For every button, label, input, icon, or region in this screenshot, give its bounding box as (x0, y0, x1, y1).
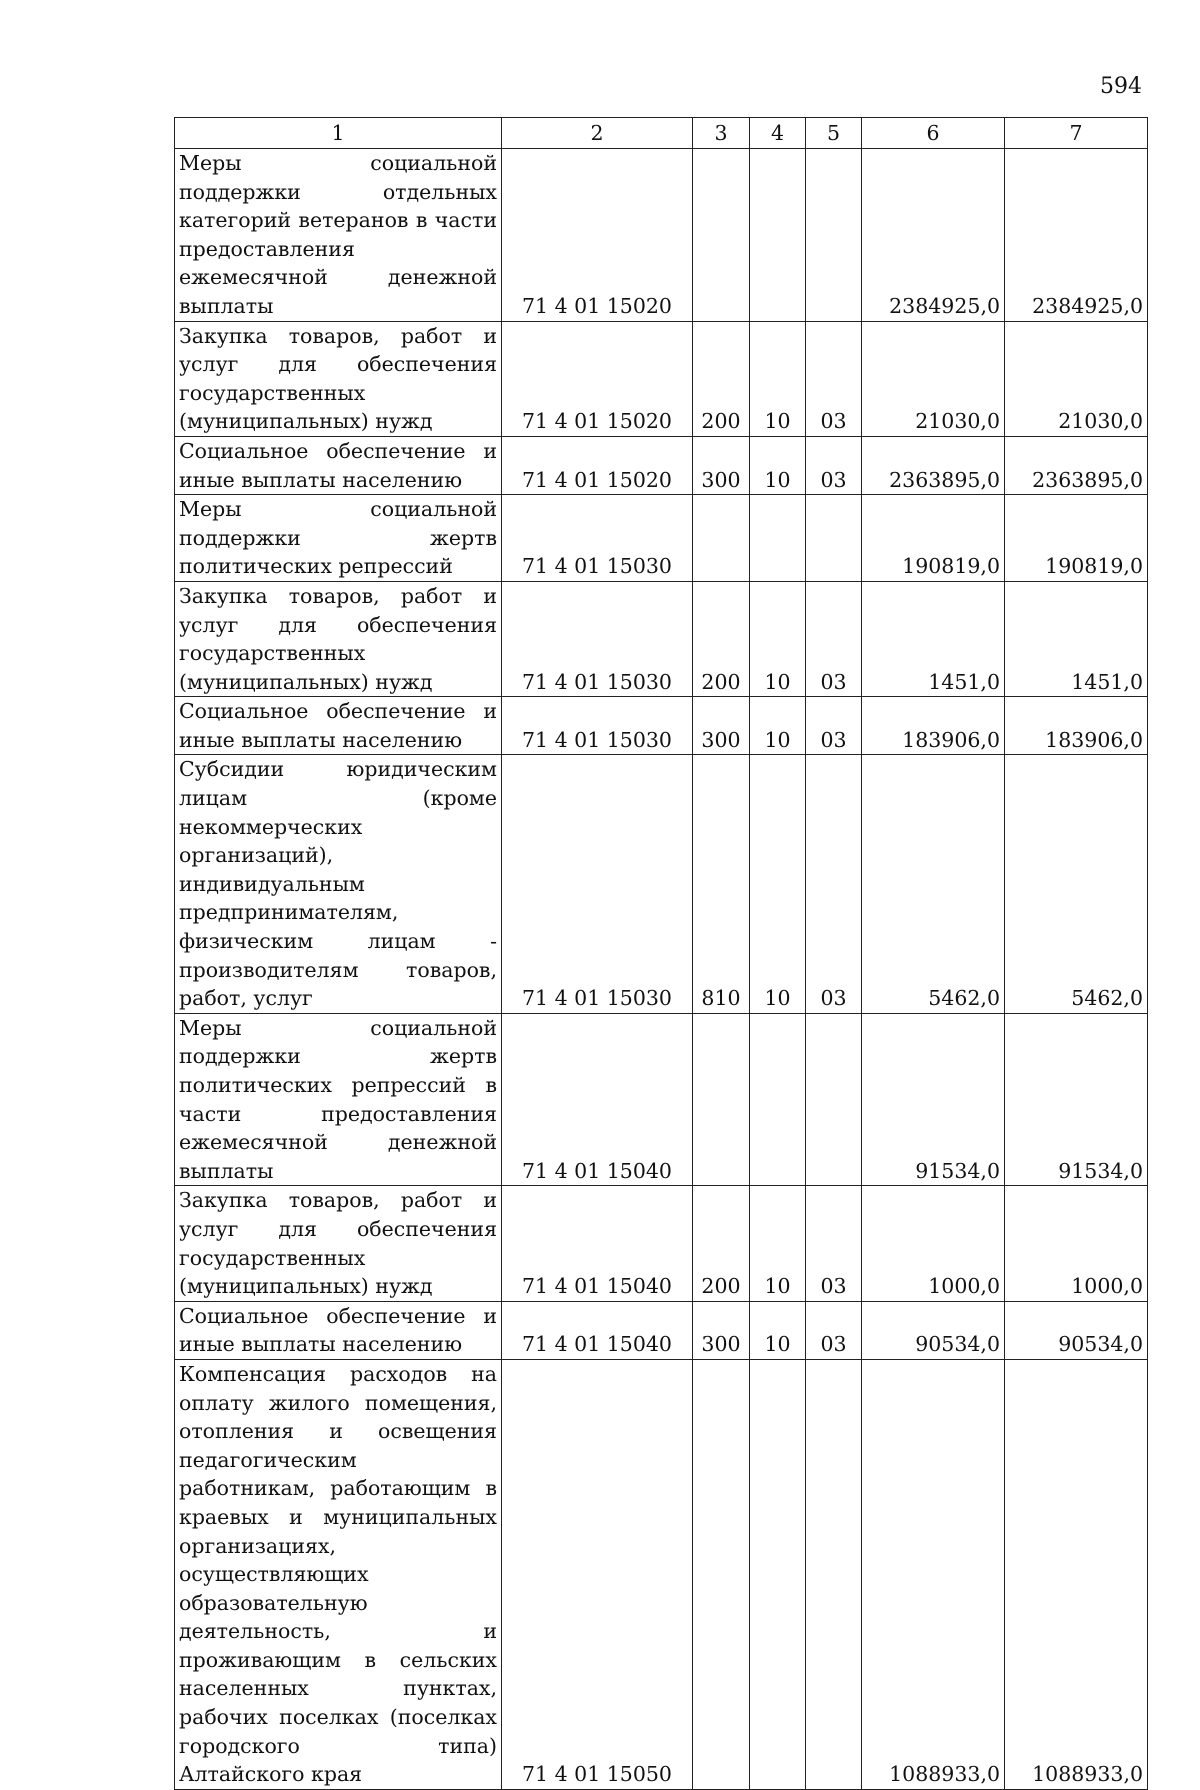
description-cell: Закупка товаров, работ и услуг для обеспечения государственных (муниципальных) нужд (175, 581, 502, 696)
section-cell: 10 (750, 436, 806, 494)
section-cell: 10 (750, 755, 806, 1013)
expense-type-cell: 810 (693, 755, 750, 1013)
expense-type-cell: 300 (693, 436, 750, 494)
expense-type-cell: 300 (693, 697, 750, 755)
amount-col6-cell: 5462,0 (862, 755, 1005, 1013)
amount-col6-cell: 90534,0 (862, 1301, 1005, 1359)
column-header-2: 2 (502, 118, 693, 149)
amount-col7-cell: 2384925,0 (1005, 149, 1148, 322)
table-row (175, 697, 1148, 755)
amount-col7-cell: 1088933,0 (1005, 1359, 1148, 1789)
amount-col6-cell: 2384925,0 (862, 149, 1005, 322)
amount-col6-cell: 91534,0 (862, 1013, 1005, 1186)
subsection-cell (806, 495, 862, 582)
expense-type-cell: 200 (693, 1186, 750, 1301)
section-cell: 10 (750, 1186, 806, 1301)
subsection-cell: 03 (806, 755, 862, 1013)
amount-col6-cell: 183906,0 (862, 697, 1005, 755)
description-cell: Социальное обеспечение и иные выплаты населению (175, 436, 502, 494)
amount-col6-cell: 21030,0 (862, 321, 1005, 436)
section-cell (750, 1359, 806, 1789)
amount-col7-cell: 183906,0 (1005, 697, 1148, 755)
amount-col7-cell: 91534,0 (1005, 1013, 1148, 1186)
subsection-cell: 03 (806, 581, 862, 696)
table-row (175, 149, 1148, 322)
amount-col6-cell: 2363895,0 (862, 436, 1005, 494)
code-cell: 71 4 01 15030 (502, 495, 693, 582)
column-header-1: 1 (175, 118, 502, 149)
description-cell: Меры социальной поддержки жертв политических репрессий (175, 495, 502, 582)
table-row (175, 436, 1148, 494)
amount-col7-cell: 1451,0 (1005, 581, 1148, 696)
expense-type-cell (693, 1359, 750, 1789)
description-cell: Меры социальной поддержки отдельных категорий ветеранов в части предоставления ежемесячной денежной выплаты (175, 149, 502, 322)
header-row (175, 118, 1148, 149)
description-cell: Закупка товаров, работ и услуг для обеспечения государственных (муниципальных) нужд (175, 1186, 502, 1301)
section-cell: 10 (750, 1301, 806, 1359)
code-cell: 71 4 01 15030 (502, 581, 693, 696)
column-header-3: 3 (693, 118, 750, 149)
column-header-4: 4 (750, 118, 806, 149)
table-row (175, 581, 1148, 696)
code-cell: 71 4 01 15030 (502, 755, 693, 1013)
description-cell: Субсидии юридическим лицам (кроме некоммерческих организаций), индивидуальным предпринимателям, физическим лицам - производителям товаров, работ, услуг (175, 755, 502, 1013)
subsection-cell: 03 (806, 1301, 862, 1359)
budget-table (174, 117, 1148, 1790)
description-cell: Меры социальной поддержки жертв политических репрессий в части предоставления ежемесячной денежной выплаты (175, 1013, 502, 1186)
subsection-cell: 03 (806, 436, 862, 494)
amount-col7-cell: 2363895,0 (1005, 436, 1148, 494)
expense-type-cell (693, 149, 750, 322)
code-cell: 71 4 01 15020 (502, 149, 693, 322)
page-number: 594 (1100, 74, 1142, 99)
section-cell (750, 149, 806, 322)
amount-col7-cell: 21030,0 (1005, 321, 1148, 436)
description-cell: Социальное обеспечение и иные выплаты населению (175, 697, 502, 755)
section-cell: 10 (750, 697, 806, 755)
table-row (175, 1359, 1148, 1789)
code-cell: 71 4 01 15040 (502, 1301, 693, 1359)
code-cell: 71 4 01 15020 (502, 321, 693, 436)
column-header-7: 7 (1005, 118, 1148, 149)
subsection-cell: 03 (806, 697, 862, 755)
amount-col6-cell: 1088933,0 (862, 1359, 1005, 1789)
section-cell (750, 495, 806, 582)
table-row (175, 755, 1148, 1013)
expense-type-cell: 300 (693, 1301, 750, 1359)
section-cell (750, 1013, 806, 1186)
expense-type-cell: 200 (693, 321, 750, 436)
amount-col7-cell: 5462,0 (1005, 755, 1148, 1013)
subsection-cell: 03 (806, 1186, 862, 1301)
subsection-cell: 03 (806, 321, 862, 436)
expense-type-cell: 200 (693, 581, 750, 696)
amount-col6-cell: 1000,0 (862, 1186, 1005, 1301)
amount-col7-cell: 1000,0 (1005, 1186, 1148, 1301)
amount-col7-cell: 90534,0 (1005, 1301, 1148, 1359)
table-row (175, 1301, 1148, 1359)
code-cell: 71 4 01 15020 (502, 436, 693, 494)
amount-col6-cell: 190819,0 (862, 495, 1005, 582)
subsection-cell (806, 1013, 862, 1186)
table-row (175, 1013, 1148, 1186)
code-cell: 71 4 01 15050 (502, 1359, 693, 1789)
description-cell: Социальное обеспечение и иные выплаты населению (175, 1301, 502, 1359)
description-cell: Компенсация расходов на оплату жилого помещения, отопления и освещения педагогическим работникам, работающим в краевых и муниципальных организациях, осуществляющих образовательную деятельность, и проживающим в сельских населенных пунктах, рабочих поселках (поселках городского типа) Алтайского края (175, 1359, 502, 1789)
expense-type-cell (693, 495, 750, 582)
table-row (175, 495, 1148, 582)
subsection-cell (806, 149, 862, 322)
code-cell: 71 4 01 15040 (502, 1013, 693, 1186)
table-row (175, 321, 1148, 436)
subsection-cell (806, 1359, 862, 1789)
code-cell: 71 4 01 15030 (502, 697, 693, 755)
table-row (175, 1186, 1148, 1301)
code-cell: 71 4 01 15040 (502, 1186, 693, 1301)
expense-type-cell (693, 1013, 750, 1186)
section-cell: 10 (750, 581, 806, 696)
section-cell: 10 (750, 321, 806, 436)
amount-col6-cell: 1451,0 (862, 581, 1005, 696)
column-header-6: 6 (862, 118, 1005, 149)
amount-col7-cell: 190819,0 (1005, 495, 1148, 582)
description-cell: Закупка товаров, работ и услуг для обеспечения государственных (муниципальных) нужд (175, 321, 502, 436)
column-header-5: 5 (806, 118, 862, 149)
